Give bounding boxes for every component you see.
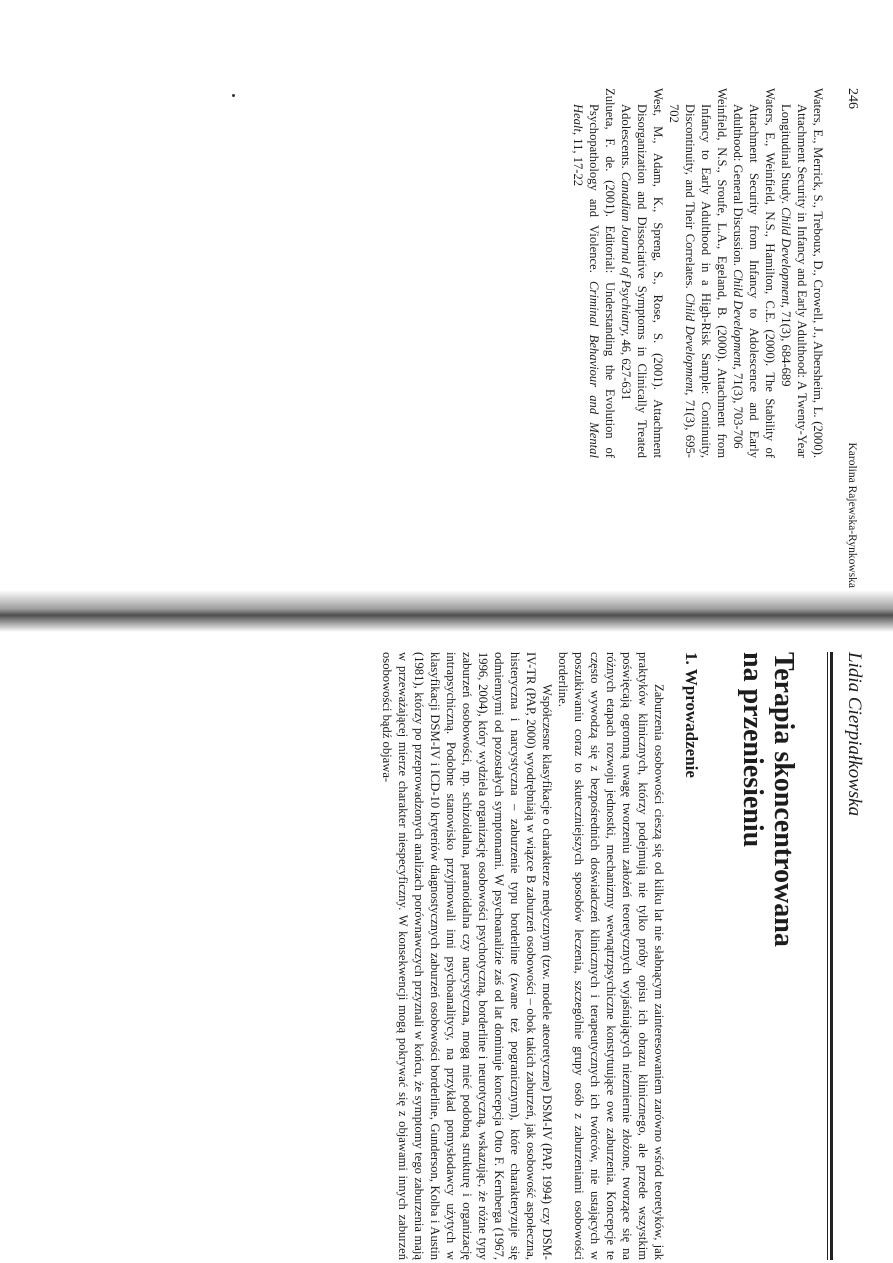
body-paragraph: Zaburzenia osobowości cieszą się od kilku lat nie słabnącym zainteresowaniem zarówno wśród teoretyków, jak praktyków klinicznych, którzy podejmują nie tylko próby opisu ich obrazu klinicznego, ale przede wszystkim poświęcają ogromną uwagę tworzeniu założeń teoretycznych wyjaśniających niezmiernie złożone, tworzące się na różnych etapach rozwoju jednostki, mechanizmy wewnątrzpsychiczne konstytuujące owe zaburzenia. Koncepcje te często wywodzą się z bezpośrednich doświadczeń klinicznych i terapeutycznych ich twórców, nie ustających w poszukiwaniu coraz to skuteczniejszych sposobów leczenia, szczególnie grupy osób z zaburzeniami osobowości borderline. — [556, 652, 666, 1260]
page-number: 246 — [845, 88, 860, 109]
chapter-title — [737, 652, 799, 1260]
reference-item: Waters, E., Merrick, S., Treboux, D., Crowell, J., Albersheim, L. (2000). Attachment Security in Infancy and Early Adulthood: A Twenty-Year Longitudinal Study. Child Development, 71(3), 684-689 — [779, 88, 825, 458]
running-head-author: Karolina Rajewska-Rynkowska — [846, 442, 858, 588]
body-paragraph: Współczesne klasyfikacje o charakterze medycznym (tzw. modele ateoretyczne) DSM-IV (PAP, 1994) czy DSM-IV-TR (PAP, 2000) wyodrębniają w wiązce B zaburzeń osobowości – obok takich zaburzeń, jak osobowość aspołeczna, histeryczna i narcystyczna – zaburzenie typu borderline (zwane też pogranicznym), które charakteryzuje się odmiennymi od pozostałych symptomami. W psychoanalizie zaś od lat dominuje koncepcja Otto F. Kernberga (1967, 1996, 2004), który wydziela organizację osobowości psychotyczną, borderline i neurotyczną, wskazując, że różne typy zaburzeń osobowości, np. schizoidalna, paranoidalna czy narcystyczna, mogą mieć podobną strukturę i organizację intrapsychiczną. Podobne stanowisko przyjmowali inni psychoanalitycy, na przykład pomysłodawcy użytych w klasyfikacji DSM-IV i ICD-10 kryteriów diagnostycznych zaburzeń osobowości borderline, Gunderson, Kolba i Austin (1981), którzy po przeprowadzonych analizach porównawczych przyznali w końcu, że symptomy tego zaburzenia mają w przeważającej mierze charakter niespecyficzny. W konsekwencji mogą pokrywać się z objawami innych zaburzeń osobowości bądź objawa- — [380, 652, 554, 1260]
reference-item: Zulueta, F. de. (2001). Editorial: Understanding the Evolution of Psychopathology and Violence. Criminal Behaviour and Mental Healt, 11, 17-22 — [571, 88, 617, 458]
reference-item: Waters, E., Weinfield, N.S., Hamilton, C.E. (2000). The Stability of Attachment Security from Infancy to Adolescence and Early Adulthood: General Discussion. Child Development, 71(3), 703-706 — [731, 88, 777, 458]
chapter-author: Lidia Cierpiałkowska — [844, 652, 865, 817]
right-page — [55, 652, 865, 1260]
reference-list — [570, 88, 826, 588]
section-heading: 1. Wprowadzenie — [682, 652, 701, 778]
title-rules — [821, 652, 833, 1260]
running-head — [840, 88, 860, 588]
chapter-title-line: Terapia skoncentrowana — [768, 652, 799, 947]
gutter-shadow — [0, 590, 893, 632]
reference-item: Weinfield, N.S., Sroufe, L.A., Egeland, B. (2000). Attachment from Infancy to Early Adulthood in a High-Risk Sample: Continuity, Discontinuity, and Their Correlates. Child Development, 71(3), 695-702 — [667, 88, 729, 458]
chapter-title-line: na przeniesieniu — [737, 652, 768, 848]
reference-item: West, M., Adam, K., Spreng, S., Rose, S. (2001). Attachment Disorganization and Dissociative Symptoms in Clinically Treated Adolescents. Canadian Journal of Psychiatry, 46, 627-631 — [619, 88, 665, 458]
left-page — [80, 88, 860, 588]
